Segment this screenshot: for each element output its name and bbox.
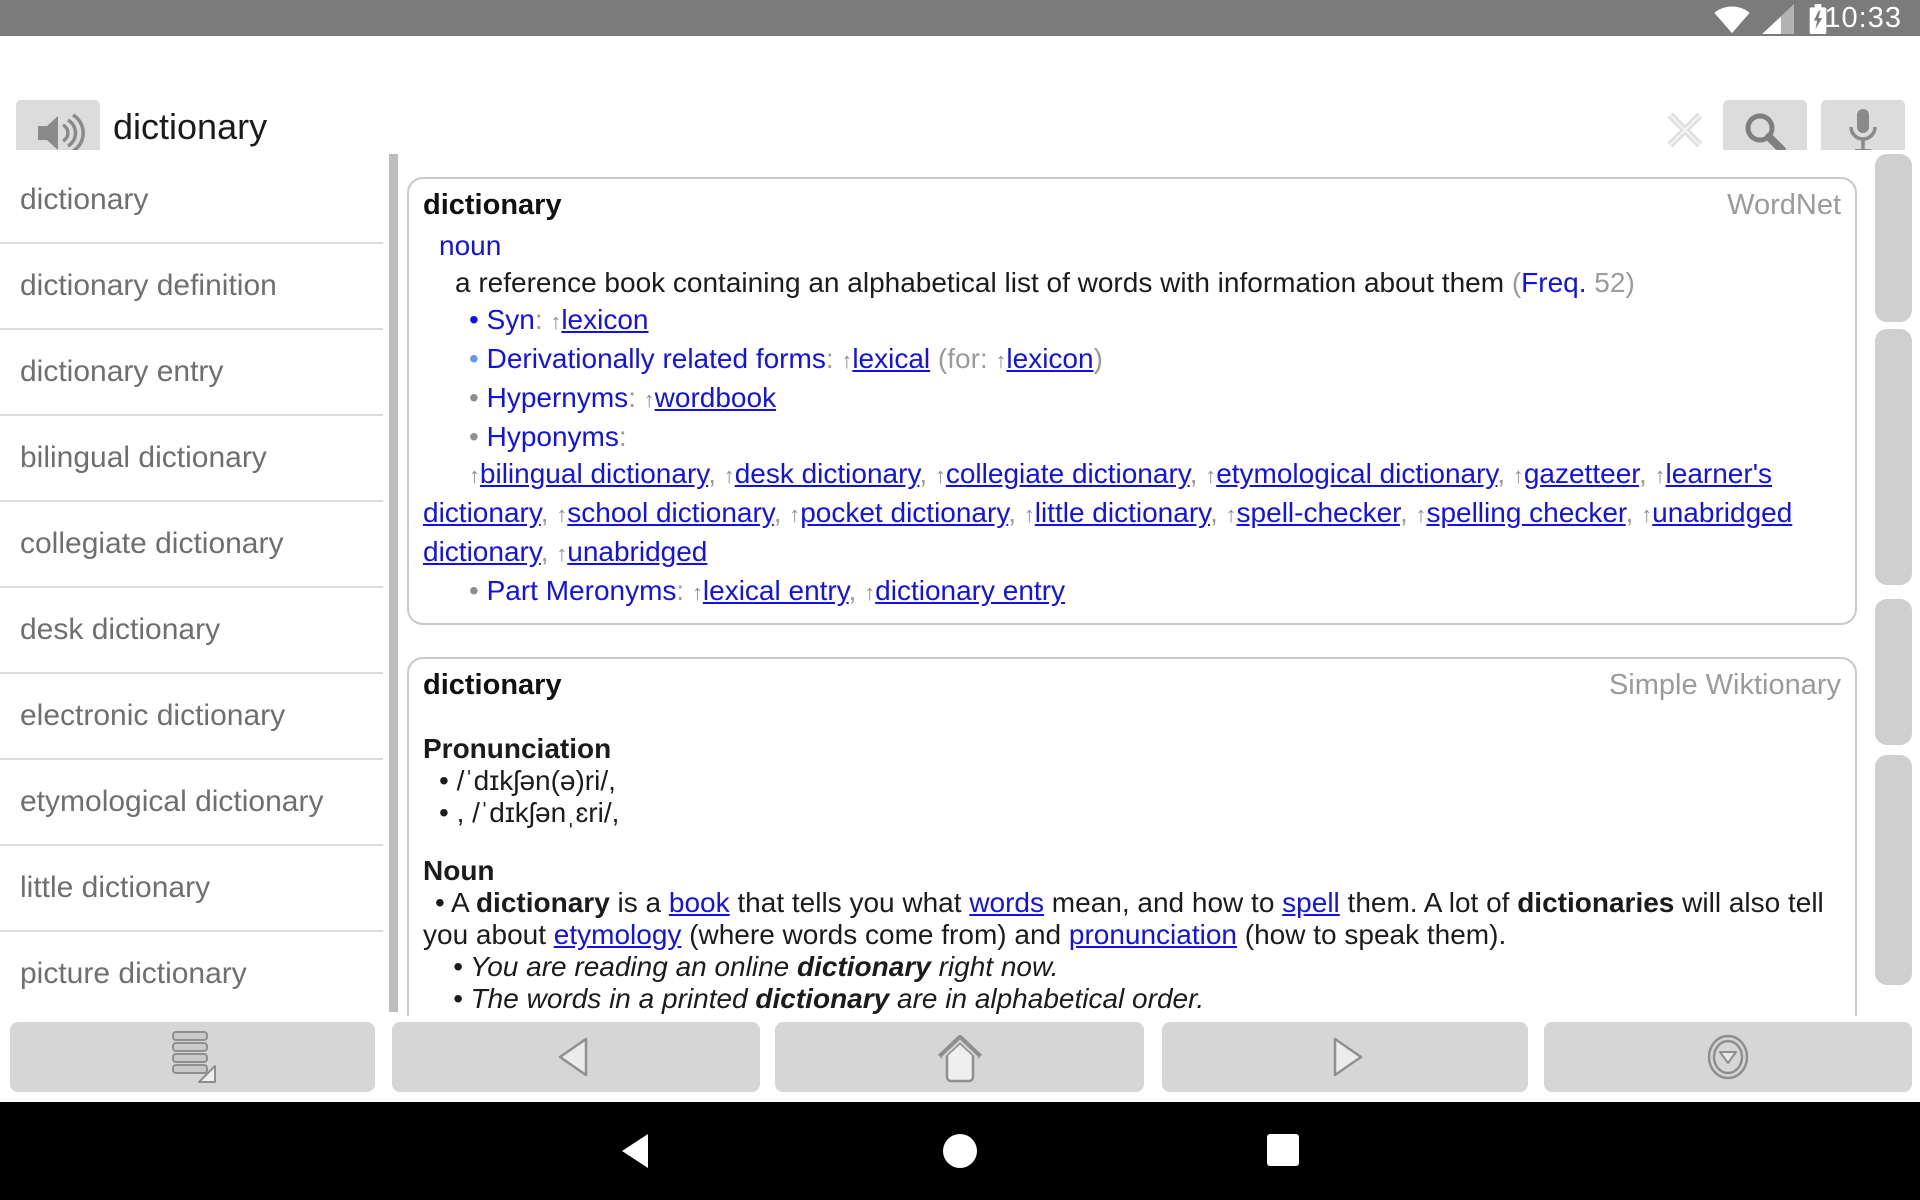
text-token: , [1399, 497, 1416, 528]
text-token: ↑ [691, 580, 703, 605]
more-button[interactable] [1544, 1022, 1912, 1092]
sidebar-item[interactable]: dictionary entry [0, 330, 383, 416]
text-token: , [1008, 497, 1024, 528]
text-token: ↑ [550, 309, 562, 334]
card-line [423, 887, 1841, 951]
card-header [423, 189, 1841, 227]
text-token: dictionaries [1517, 887, 1675, 918]
word-link[interactable]: spelling checker [1426, 497, 1626, 528]
text-token: , [540, 536, 557, 567]
text-token: Derivationally related forms [486, 343, 826, 374]
text-token: , [1639, 458, 1655, 489]
dictionary-card [407, 177, 1857, 625]
text-token: noun [439, 230, 502, 261]
content-scrollbar-segment[interactable] [1875, 154, 1912, 322]
text-token: mean, and how to [1044, 887, 1283, 918]
card-line [469, 379, 1841, 418]
text-token: dictionary [797, 951, 931, 982]
card-header [423, 669, 1841, 707]
text-token: , [1497, 458, 1513, 489]
sidebar-item[interactable]: little dictionary [0, 846, 383, 932]
text-token: : [825, 343, 842, 374]
text-token: (for: [930, 343, 996, 374]
card-line [469, 301, 1841, 340]
text-token: • A [435, 887, 476, 918]
text-token: , [919, 458, 935, 489]
text-token: , [1210, 497, 1226, 528]
content-scrollbar-segment[interactable] [1875, 599, 1912, 745]
card-headword: dictionary [423, 669, 562, 701]
text-token: , [1625, 497, 1642, 528]
text-token: ↑ [841, 348, 853, 373]
text-token: them. A lot of [1339, 887, 1518, 918]
text-token: : [534, 304, 551, 335]
text-token: • You are reading an online [453, 951, 797, 982]
card-line [439, 797, 1841, 829]
card-line [423, 455, 1841, 572]
card-line [453, 983, 1841, 1015]
text-token: ↑ [1415, 502, 1427, 527]
text-token: ↑ [934, 463, 946, 488]
card-line [423, 707, 1841, 733]
word-link[interactable]: unabridged dictionary [423, 497, 1793, 567]
text-token: : [618, 421, 627, 452]
text-token: ↑ [1512, 463, 1524, 488]
text-token: • /ˈdɪkʃən(ə)ri/, [439, 765, 616, 796]
text-token: Hyponyms [486, 421, 619, 452]
text-token: , [848, 575, 865, 606]
word-link[interactable]: wordbook [654, 382, 777, 413]
text-token: is a [609, 887, 669, 918]
cellular-signal-icon [1762, 4, 1796, 34]
circle-down-icon [1700, 1029, 1756, 1085]
text-token: ↑ [1023, 502, 1035, 527]
word-link[interactable]: lexical [852, 343, 931, 374]
word-link[interactable]: school dictionary [567, 497, 774, 528]
text-token: are in alphabetical order. [889, 983, 1205, 1014]
card-line [469, 572, 1841, 611]
text-token: dictionary [755, 983, 890, 1014]
text-token: ) [1093, 343, 1103, 374]
text-token: : [628, 382, 644, 413]
text-token: Hypernyms [486, 382, 629, 413]
text-token: ↑ [469, 463, 480, 488]
text-token: , [540, 497, 557, 528]
word-link[interactable]: collegiate dictionary [945, 458, 1190, 489]
sidebar-scrollbar[interactable] [389, 154, 398, 1012]
text-token: , [1189, 458, 1206, 489]
text-token: • [469, 304, 487, 335]
text-token: ↑ [556, 541, 568, 566]
text-token: that tells you what [729, 887, 970, 918]
word-link[interactable]: bilingual dictionary [479, 458, 709, 489]
word-link[interactable]: pocket dictionary [800, 497, 1009, 528]
text-token: • [469, 382, 487, 413]
card-line [469, 340, 1841, 379]
sidebar-item[interactable]: electronic dictionary [0, 674, 383, 760]
clock: 10:33 [1824, 2, 1902, 34]
dictionary-card [407, 657, 1857, 1061]
sidebar-item[interactable]: picture dictionary [0, 932, 383, 1018]
content-scrollbar-segment[interactable] [1875, 329, 1912, 585]
list-edit-icon [165, 1028, 221, 1086]
word-link[interactable]: lexicon [561, 304, 649, 335]
sidebar-item[interactable]: dictionary [0, 158, 383, 244]
text-token: ↑ [1654, 463, 1666, 488]
sidebar-item[interactable]: dictionary definition [0, 244, 383, 330]
back-icon [548, 1029, 604, 1085]
text-token: ↑ [995, 348, 1007, 373]
word-link[interactable]: lexicon [1006, 343, 1094, 374]
card-line [439, 765, 1841, 797]
main-content [0, 150, 1920, 1016]
text-token: ↑ [789, 502, 801, 527]
nav-recents-icon[interactable] [1266, 1133, 1300, 1167]
wifi-icon [1712, 4, 1752, 34]
text-token: ↑ [643, 387, 655, 412]
word-link[interactable]: etymological dictionary [1216, 458, 1498, 489]
clear-button[interactable] [1660, 106, 1710, 156]
card-line [423, 855, 1841, 887]
sidebar-item[interactable]: bilingual dictionary [0, 416, 383, 502]
card-source: WordNet [1727, 189, 1841, 221]
forward-button[interactable] [1162, 1022, 1528, 1092]
card-source: Simple Wiktionary [1608, 669, 1841, 701]
status-bar [0, 0, 1920, 36]
text-token: , [773, 497, 790, 528]
text-token: Pronunciation [423, 733, 612, 764]
text-token: ↑ [864, 580, 876, 605]
text-token: • , /ˈdɪkʃənˌɛri/, [439, 797, 620, 828]
word-link[interactable]: pronunciation [1068, 919, 1237, 950]
text-token: : [676, 575, 692, 606]
text-token: dictionary [475, 887, 610, 918]
card-headword: dictionary [423, 189, 562, 221]
word-link[interactable]: little dictionary [1034, 497, 1211, 528]
word-link[interactable]: dictionary entry [875, 575, 1066, 606]
word-link[interactable]: unabridged [567, 536, 708, 567]
text-token: ( [1511, 267, 1522, 298]
text-token: right now. [930, 951, 1059, 982]
text-token: ↑ [1641, 502, 1653, 527]
text-token: • The words in a printed [453, 983, 756, 1014]
text-token: 52) [1586, 267, 1635, 298]
word-link[interactable]: etymology [553, 919, 682, 950]
card-line [423, 829, 1841, 855]
nav-back-icon[interactable] [620, 1133, 650, 1169]
card-line [439, 227, 1841, 264]
android-navbar [0, 1102, 1920, 1200]
bottom-toolbar [0, 1016, 1920, 1102]
close-icon [1662, 107, 1708, 153]
text-token: Syn [486, 304, 535, 335]
text-token: ↑ [1225, 502, 1237, 527]
text-token: ↑ [1205, 463, 1217, 488]
word-link[interactable]: learner's dictionary [423, 458, 1773, 528]
text-token: • [469, 343, 487, 374]
text-token: Freq. [1521, 267, 1587, 298]
card-line [455, 264, 1841, 301]
text-token: , [708, 458, 724, 489]
word-link[interactable]: words [969, 887, 1045, 918]
card-line [453, 951, 1841, 983]
word-link[interactable]: spell-checker [1236, 497, 1400, 528]
vocabulary-list-button[interactable] [10, 1022, 375, 1092]
word-link[interactable]: book [668, 887, 730, 918]
text-token: • [469, 575, 487, 606]
sidebar-item[interactable]: desk dictionary [0, 588, 383, 674]
word-link[interactable]: desk dictionary [734, 458, 920, 489]
text-token: Part Meronyms [486, 575, 677, 606]
text-token: • [469, 421, 487, 452]
text-token: ↑ [723, 463, 735, 488]
text-token: a reference book containing an alphabetical list of words with information about them [455, 267, 1512, 298]
word-link[interactable]: gazetteer [1523, 458, 1640, 489]
card-line [469, 418, 1841, 455]
search-bar [0, 36, 1920, 150]
text-token: (how to speak them). [1237, 919, 1507, 950]
forward-icon [1317, 1029, 1373, 1085]
sidebar-list [0, 158, 383, 1018]
back-button[interactable] [392, 1022, 760, 1092]
text-token: Noun [423, 855, 495, 886]
content-scrollbar-segment[interactable] [1875, 755, 1912, 985]
home-icon [931, 1029, 989, 1085]
sidebar-item[interactable]: etymological dictionary [0, 760, 383, 846]
card-line [423, 733, 1841, 765]
speaker-icon [32, 111, 84, 155]
text-token: (where words come from) and [681, 919, 1069, 950]
text-token: will also tell you about [423, 887, 1824, 950]
home-button[interactable] [775, 1022, 1144, 1092]
cards [407, 150, 1857, 1061]
nav-home-icon[interactable] [942, 1133, 978, 1169]
word-link[interactable]: lexical entry [702, 575, 849, 606]
text-token: ↑ [556, 502, 568, 527]
search-input[interactable] [113, 98, 1563, 156]
sidebar-item[interactable]: collegiate dictionary [0, 502, 383, 588]
word-link[interactable]: spell [1282, 887, 1340, 918]
